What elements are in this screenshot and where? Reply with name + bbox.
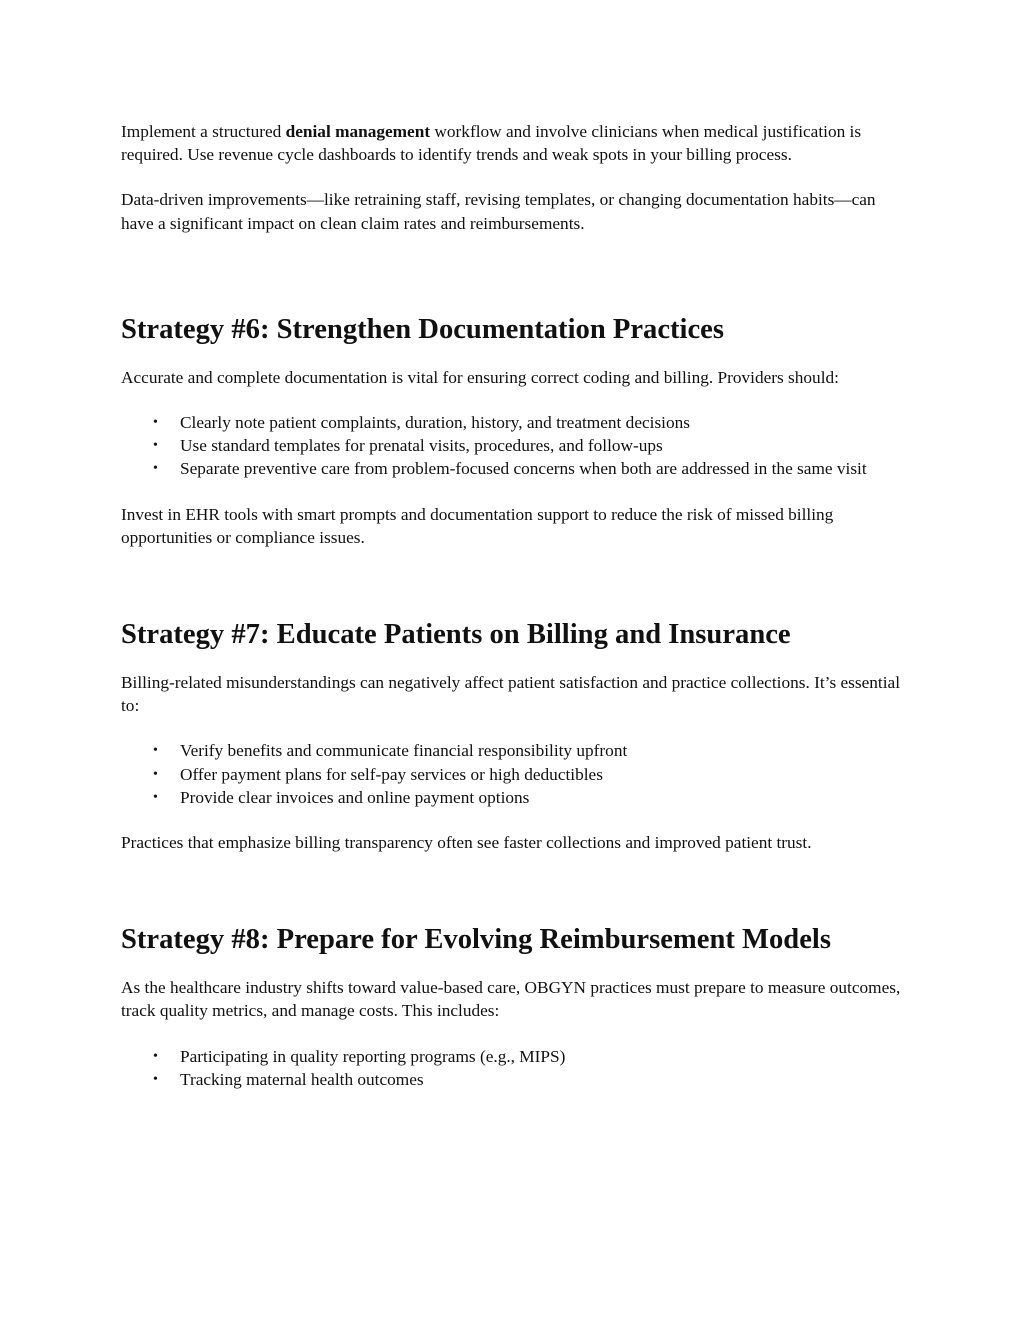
bullet-icon: • <box>153 1048 158 1064</box>
list-item: • Offer payment plans for self-pay services or high deductibles <box>121 763 906 786</box>
intro-text-end: workflow and involve clinicians when medical justification is required. Use revenue cycle dashboards to identify trends and weak spots in your billing process. <box>121 122 862 165</box>
list-item: • Tracking maternal health outcomes <box>121 1068 906 1091</box>
bullet-icon: • <box>153 415 158 431</box>
list-item: • Verify benefits and communicate financial responsibility upfront <box>121 739 906 762</box>
bullet-icon: • <box>153 438 158 454</box>
strategy-6-lead: Accurate and complete documentation is vital for ensuring correct coding and billing. Providers should: <box>121 367 839 387</box>
list-item: • Separate preventive care from problem-focused concerns when both are addressed in the same visit <box>121 457 906 480</box>
bullet-icon: • <box>153 1071 158 1087</box>
strategy-6-closing: Invest in EHR tools with smart prompts and documentation support to reduce the risk of missed billing opportunities or compliance issues. <box>121 504 834 547</box>
strategy-8-list <box>121 1045 906 1091</box>
strategy-6-list <box>121 411 906 481</box>
strategy-7-lead: Billing-related misunderstandings can negatively affect patient satisfaction and practice collections. It’s essential to: <box>121 673 900 716</box>
intro-text-start: Implement a structured <box>121 122 286 141</box>
strategy-7-list <box>121 739 906 809</box>
bullet-icon: • <box>153 789 158 805</box>
list-item: • Use standard templates for prenatal visits, procedures, and follow-ups <box>121 434 906 457</box>
bullet-icon: • <box>153 461 158 477</box>
intro-paragraph-2: Data-driven improvements—like retraining staff, revising templates, or changing documentation habits—can have a significant impact on clean claim rates and reimbursements. <box>121 190 876 233</box>
intro-paragraph-1 <box>121 120 906 166</box>
document-page <box>121 120 906 1091</box>
bullet-icon: • <box>153 743 158 759</box>
strategy-6-heading: Strategy #6: Strengthen Documentation Practices <box>121 313 724 345</box>
bullet-icon: • <box>153 766 158 782</box>
strategy-8-lead: As the healthcare industry shifts toward value-based care, OBGYN practices must prepare to measure outcomes, track quality metrics, and manage costs. This includes: <box>121 978 901 1021</box>
strategy-8-heading: Strategy #8: Prepare for Evolving Reimbursement Models <box>121 924 831 956</box>
intro-bold-term: denial management <box>285 122 431 141</box>
strategy-7-closing: Practices that emphasize billing transparency often see faster collections and improved patient trust. <box>121 833 812 853</box>
list-item: • Participating in quality reporting programs (e.g., MIPS) <box>121 1045 906 1068</box>
list-item: • Clearly note patient complaints, duration, history, and treatment decisions <box>121 411 906 434</box>
strategy-7-heading: Strategy #7: Educate Patients on Billing and Insurance <box>121 619 791 651</box>
list-item: • Provide clear invoices and online payment options <box>121 786 906 809</box>
